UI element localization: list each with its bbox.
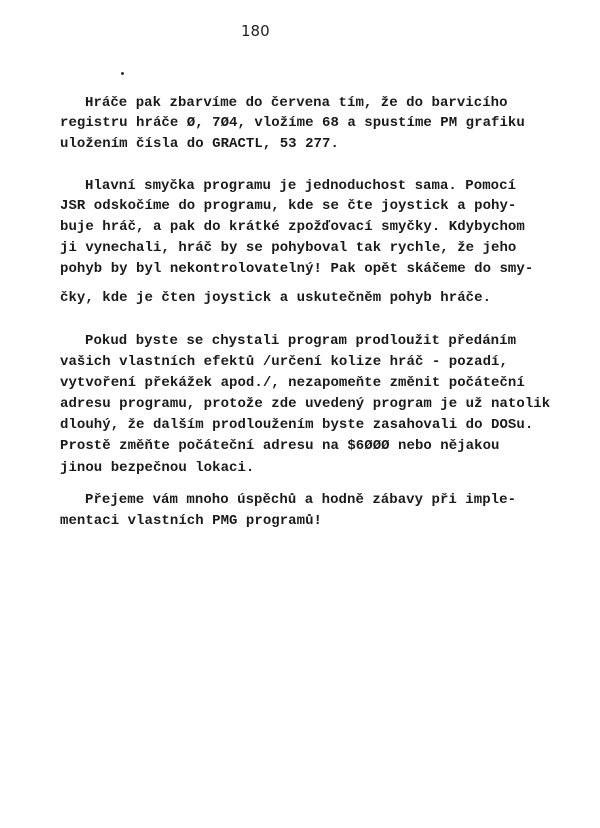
text-line: jinou bezpečnou lokaci. (60, 460, 255, 476)
text-line: mentaci vlastních PMG programů! (60, 513, 322, 529)
text-line: JSR odskočíme do programu, kde se čte joystick a pohy- (60, 198, 517, 214)
text-line: čky, kde je čten joystick a uskutečněm pohyb hráče. (60, 290, 492, 306)
text-line: dlouhý, že dalším prodloužením byste zasahovali do DOSu. (60, 417, 534, 433)
text-line: pohyb by byl nekontrolovatelný! Pak opět skáčeme do smy- (60, 261, 534, 277)
text-line: Hráče pak zbarvíme do červena tím, že do barvicího (85, 95, 508, 111)
text-line: buje hráč, a pak do krátké zpožďovací smyčky. Kdybychom (60, 219, 525, 235)
text-line: registru hráče Ø, 7Ø4, vložíme 68 a spustíme PM grafiku (60, 115, 525, 131)
text-line: Přejeme vám mnoho úspěchů a hodně zábavy při imple- (85, 492, 517, 508)
text-line: Prostě změňte počáteční adresu na $6ØØØ nebo nějakou (60, 438, 500, 454)
text-line: vytvoření překážek apod./, nezapomeňte změnit počáteční (60, 375, 525, 391)
text-line: adresu programu, protože zde uvedený program je už natolik (60, 396, 551, 412)
text-line: Hlavní smyčka programu je jednoduchost sama. Pomocí (85, 178, 517, 194)
text-line: ji vynechali, hráč by se pohyboval tak rychle, že jeho (60, 240, 517, 256)
text-line: Pokud byste se chystali program prodloužit předáním (85, 333, 517, 349)
text-line: vašich vlastních efektů /určení kolize hráč - pozadí, (60, 354, 508, 370)
text-line: uložením čísla do GRACTL, 53 277. (60, 136, 339, 152)
ink-dot (121, 72, 124, 75)
page-number: 180 (241, 22, 270, 40)
